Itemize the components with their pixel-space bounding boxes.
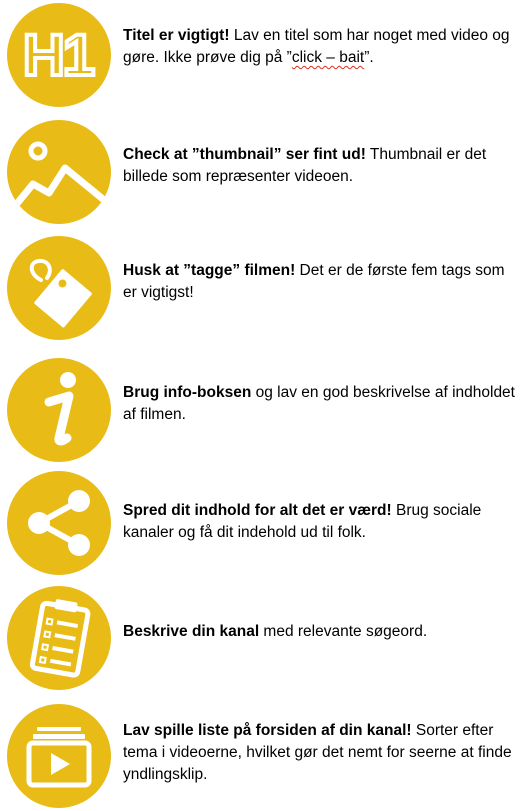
tip-body: med relevante søgeord. — [259, 623, 428, 640]
heading-h1-icon — [7, 3, 111, 107]
share-icon — [7, 471, 111, 575]
tip-body: Thumbnail er det billede som repræsenter videoen. — [123, 146, 487, 185]
tip-text — [123, 144, 515, 188]
tip-heading: Brug info-boksen — [123, 384, 252, 401]
tip-body: og lav en god beskrivelse af indholdet af filmen. — [123, 384, 515, 423]
clipboard-checklist-icon — [7, 586, 111, 690]
tip-text — [123, 720, 515, 786]
tip-item-thumbnail — [0, 120, 530, 224]
tip-heading: Lav spille liste på forsiden af din kanal! — [123, 722, 412, 739]
tip-heading: Check at ”thumbnail” ser fint ud! — [123, 146, 366, 163]
tip-text — [123, 25, 515, 69]
tip-text — [123, 260, 515, 304]
tip-text — [123, 382, 515, 426]
info-icon — [7, 358, 111, 462]
tip-body: Det er de første fem tags som er vigtigst! — [123, 262, 505, 301]
tip-heading: Husk at ”tagge” filmen! — [123, 262, 296, 279]
tip-heading: Spred dit indhold for alt det er værd! — [123, 502, 392, 519]
tip-item-share — [0, 471, 530, 575]
tip-body: Brug sociale kanaler og få dit indehold ud til folk. — [123, 502, 482, 541]
image-thumbnail-icon — [7, 120, 111, 224]
tip-heading: Beskrive din kanal — [123, 623, 260, 640]
h1-glyph-label: H1 — [22, 23, 94, 88]
tip-item-tags — [0, 236, 530, 340]
tip-body-end: ”. — [364, 49, 374, 66]
tag-icon — [7, 236, 111, 340]
tip-text — [123, 500, 515, 544]
tip-item-info — [0, 358, 530, 462]
tip-item-playlist — [0, 704, 530, 808]
tip-heading: Titel er vigtigt! — [123, 27, 230, 44]
spellcheck-flagged-word: click – bait — [291, 49, 365, 66]
tip-body: Sorter efter tema i videoerne, hvilket gør det nemt for seerne at finde yndlingsklip. — [123, 722, 512, 783]
playlist-icon — [7, 704, 111, 808]
tip-body: Lav en titel som har noget med video og gøre. Ikke prøve dig på ” — [123, 27, 510, 66]
tip-text — [123, 621, 515, 643]
tip-item-channel — [0, 586, 530, 690]
tip-item-title — [0, 3, 530, 107]
